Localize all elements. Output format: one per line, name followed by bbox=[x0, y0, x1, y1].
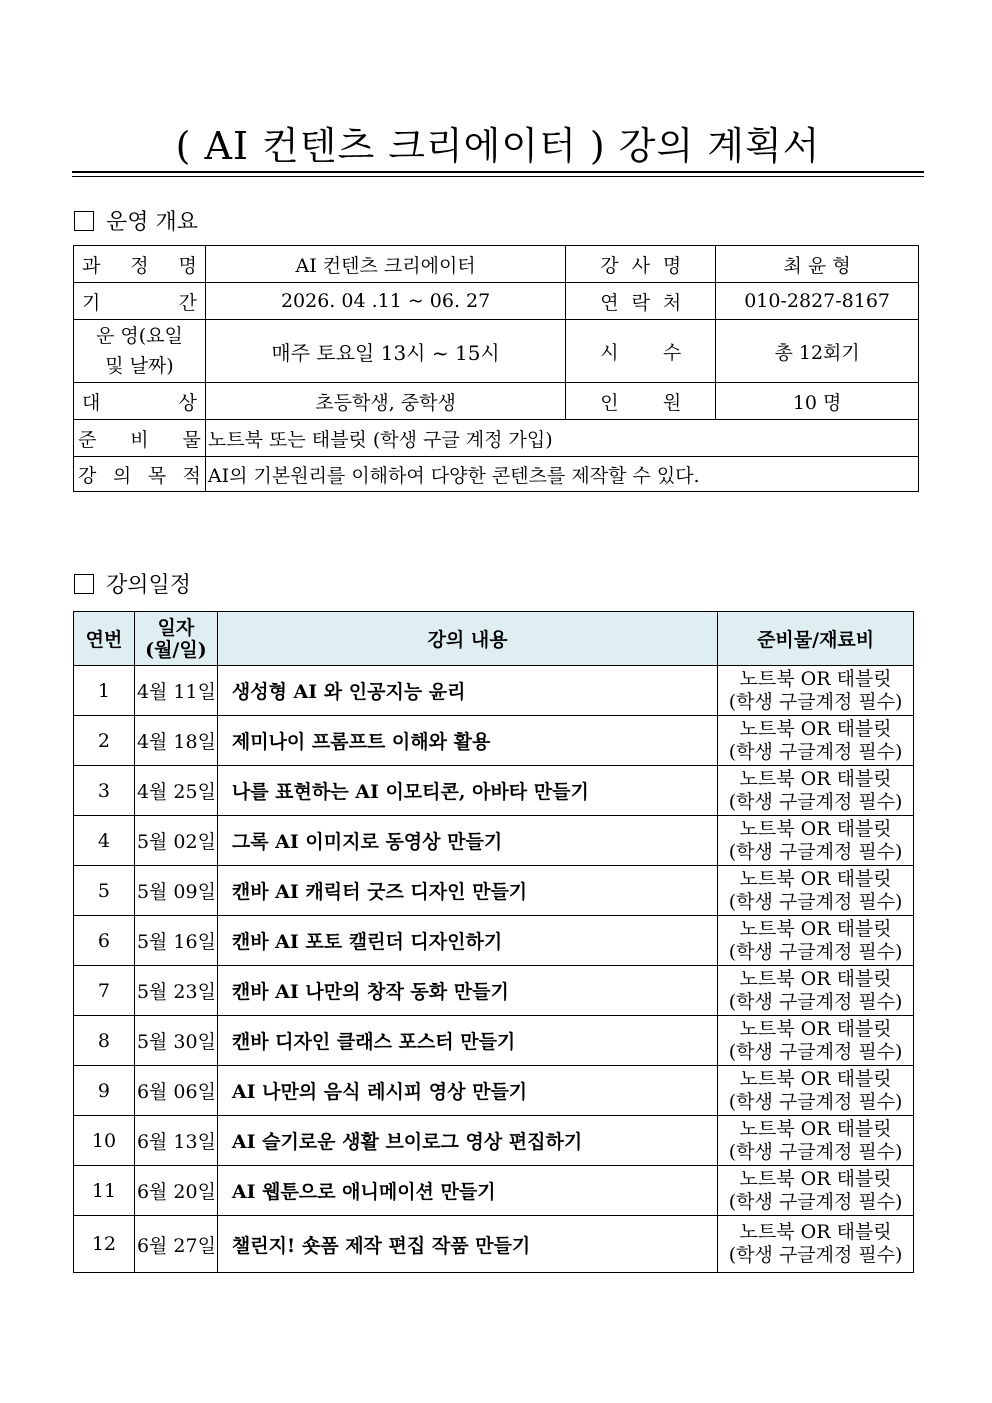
section-schedule bbox=[74, 568, 191, 599]
row-date: 4월 18일 bbox=[134, 716, 217, 766]
row-content: AI 나만의 음식 레시피 영상 만들기 bbox=[217, 1066, 717, 1116]
materials-line-1: 노트북 OR 태블릿 bbox=[739, 917, 892, 940]
header-no: 연번 bbox=[74, 612, 135, 666]
header-materials: 준비물/재료비 bbox=[718, 612, 914, 666]
row-date: 6월 27일 bbox=[134, 1216, 217, 1273]
people-label: 인 원 bbox=[566, 383, 716, 420]
contact-value: 010-2827-8167 bbox=[716, 283, 919, 320]
row-content: 캔바 AI 포토 캘린더 디자인하기 bbox=[217, 916, 717, 966]
row-no: 12 bbox=[74, 1216, 135, 1273]
row-no: 1 bbox=[74, 666, 135, 716]
row-no: 5 bbox=[74, 866, 135, 916]
materials-line-1: 노트북 OR 태블릿 bbox=[739, 767, 892, 790]
instructor-label: 강 사 명 bbox=[566, 246, 716, 283]
table-row bbox=[74, 1066, 914, 1116]
row-content: 제미나이 프롬프트 이해와 활용 bbox=[217, 716, 717, 766]
section-schedule-title: 강의일정 bbox=[106, 573, 192, 598]
row-materials bbox=[718, 916, 914, 966]
materials-line-1: 노트북 OR 태블릿 bbox=[739, 667, 892, 690]
materials-line-2: (학생 구글계정 필수) bbox=[728, 990, 903, 1013]
row-no: 4 bbox=[74, 816, 135, 866]
row-materials bbox=[718, 766, 914, 816]
table-row bbox=[74, 916, 914, 966]
row-no: 10 bbox=[74, 1116, 135, 1166]
goal-value: AI의 기본원리를 이해하여 다양한 콘텐츠를 제작할 수 있다. bbox=[205, 457, 918, 492]
target-value: 초등학생, 중학생 bbox=[205, 383, 565, 420]
materials-line-1: 노트북 OR 태블릿 bbox=[739, 1117, 892, 1140]
row-date: 4월 11일 bbox=[134, 666, 217, 716]
materials-line-2: (학생 구글계정 필수) bbox=[728, 940, 903, 963]
table-row bbox=[74, 666, 914, 716]
row-content: 캔바 AI 나만의 창작 동화 만들기 bbox=[217, 966, 717, 1016]
table-row bbox=[74, 1016, 914, 1066]
row-materials bbox=[718, 866, 914, 916]
checkbox-icon bbox=[74, 211, 94, 231]
materials-line-2: (학생 구글계정 필수) bbox=[728, 740, 903, 763]
people-value: 10 명 bbox=[716, 383, 919, 420]
row-content: 캔바 디자인 클래스 포스터 만들기 bbox=[217, 1016, 717, 1066]
row-content: 캔바 AI 캐릭터 굿즈 디자인 만들기 bbox=[217, 866, 717, 916]
materials-line-2: (학생 구글계정 필수) bbox=[728, 1040, 903, 1063]
goal-label: 강 의 목 적 bbox=[74, 457, 206, 492]
hours-value: 총 12회기 bbox=[716, 320, 919, 383]
instructor-value: 최 윤 형 bbox=[716, 246, 919, 283]
table-row bbox=[74, 866, 914, 916]
row-date: 6월 20일 bbox=[134, 1166, 217, 1216]
materials-line-1: 노트북 OR 태블릿 bbox=[739, 717, 892, 740]
row-date: 5월 16일 bbox=[134, 916, 217, 966]
row-date: 4월 25일 bbox=[134, 766, 217, 816]
operation-value: 매주 토요일 13시 ~ 15시 bbox=[205, 320, 565, 383]
materials-line-1: 노트북 OR 태블릿 bbox=[739, 1067, 892, 1090]
row-materials bbox=[718, 1116, 914, 1166]
row-materials bbox=[718, 716, 914, 766]
materials-line-2: (학생 구글계정 필수) bbox=[728, 890, 903, 913]
course-label: 과 정 명 bbox=[74, 246, 206, 283]
row-content: AI 슬기로운 생활 브이로그 영상 편집하기 bbox=[217, 1116, 717, 1166]
row-date: 5월 09일 bbox=[134, 866, 217, 916]
table-row bbox=[74, 966, 914, 1016]
contact-label: 연 락 처 bbox=[566, 283, 716, 320]
row-no: 11 bbox=[74, 1166, 135, 1216]
materials-line-1: 노트북 OR 태블릿 bbox=[739, 967, 892, 990]
hours-label: 시 수 bbox=[566, 320, 716, 383]
table-row bbox=[74, 1216, 914, 1273]
target-label: 대 상 bbox=[74, 383, 206, 420]
materials-line-2: (학생 구글계정 필수) bbox=[728, 790, 903, 813]
row-date: 6월 06일 bbox=[134, 1066, 217, 1116]
materials-line-2: (학생 구글계정 필수) bbox=[728, 1190, 903, 1213]
period-label: 기 간 bbox=[74, 283, 206, 320]
row-no: 2 bbox=[74, 716, 135, 766]
materials-line-1: 노트북 OR 태블릿 bbox=[739, 1017, 892, 1040]
page-title: ( AI 컨텐츠 크리에이터 ) 강의 계획서 bbox=[175, 124, 821, 168]
materials-line-2: (학생 구글계정 필수) bbox=[728, 1244, 903, 1266]
row-materials bbox=[718, 1216, 914, 1273]
title-rule bbox=[72, 171, 924, 173]
row-content: 생성형 AI 와 인공지능 윤리 bbox=[217, 666, 717, 716]
row-date: 5월 30일 bbox=[134, 1016, 217, 1066]
row-no: 9 bbox=[74, 1066, 135, 1116]
row-no: 3 bbox=[74, 766, 135, 816]
prep-label: 준 비 물 bbox=[74, 420, 206, 457]
row-materials bbox=[718, 966, 914, 1016]
materials-line-1: 노트북 OR 태블릿 bbox=[739, 1167, 892, 1190]
header-date: 일자 (월/일) bbox=[134, 612, 217, 666]
row-materials bbox=[718, 666, 914, 716]
row-content: AI 웹툰으로 애니메이션 만들기 bbox=[217, 1166, 717, 1216]
table-row bbox=[74, 1166, 914, 1216]
table-row bbox=[74, 766, 914, 816]
row-no: 7 bbox=[74, 966, 135, 1016]
materials-line-2: (학생 구글계정 필수) bbox=[728, 1140, 903, 1163]
row-no: 8 bbox=[74, 1016, 135, 1066]
operation-label: 운 영(요일 및 날짜) bbox=[74, 320, 206, 383]
row-content: 나를 표현하는 AI 이모티콘, 아바타 만들기 bbox=[217, 766, 717, 816]
course-value: AI 컨텐츠 크리에이터 bbox=[205, 246, 565, 283]
row-content: 챌린지! 숏폼 제작 편집 작품 만들기 bbox=[217, 1216, 717, 1273]
title-rule-thin bbox=[72, 176, 924, 177]
schedule-table bbox=[73, 611, 914, 1273]
checkbox-icon bbox=[74, 574, 94, 594]
header-content: 강의 내용 bbox=[217, 612, 717, 666]
row-materials bbox=[718, 816, 914, 866]
section-overview-title: 운영 개요 bbox=[106, 210, 199, 235]
row-date: 5월 02일 bbox=[134, 816, 217, 866]
prep-value: 노트북 또는 태블릿 (학생 구글 계정 가입) bbox=[205, 420, 918, 457]
row-materials bbox=[718, 1166, 914, 1216]
materials-line-1: 노트북 OR 태블릿 bbox=[739, 1221, 892, 1243]
row-date: 5월 23일 bbox=[134, 966, 217, 1016]
table-row bbox=[74, 1116, 914, 1166]
table-row bbox=[74, 716, 914, 766]
row-no: 6 bbox=[74, 916, 135, 966]
materials-line-2: (학생 구글계정 필수) bbox=[728, 690, 903, 713]
table-row bbox=[74, 816, 914, 866]
period-value: 2026. 04 .11 ~ 06. 27 bbox=[205, 283, 565, 320]
materials-line-2: (학생 구글계정 필수) bbox=[728, 840, 903, 863]
row-materials bbox=[718, 1016, 914, 1066]
row-content: 그록 AI 이미지로 동영상 만들기 bbox=[217, 816, 717, 866]
row-materials bbox=[718, 1066, 914, 1116]
materials-line-1: 노트북 OR 태블릿 bbox=[739, 867, 892, 890]
section-overview bbox=[74, 205, 198, 236]
materials-line-1: 노트북 OR 태블릿 bbox=[739, 817, 892, 840]
row-date: 6월 13일 bbox=[134, 1116, 217, 1166]
overview-table bbox=[73, 245, 919, 492]
materials-line-2: (학생 구글계정 필수) bbox=[728, 1090, 903, 1113]
